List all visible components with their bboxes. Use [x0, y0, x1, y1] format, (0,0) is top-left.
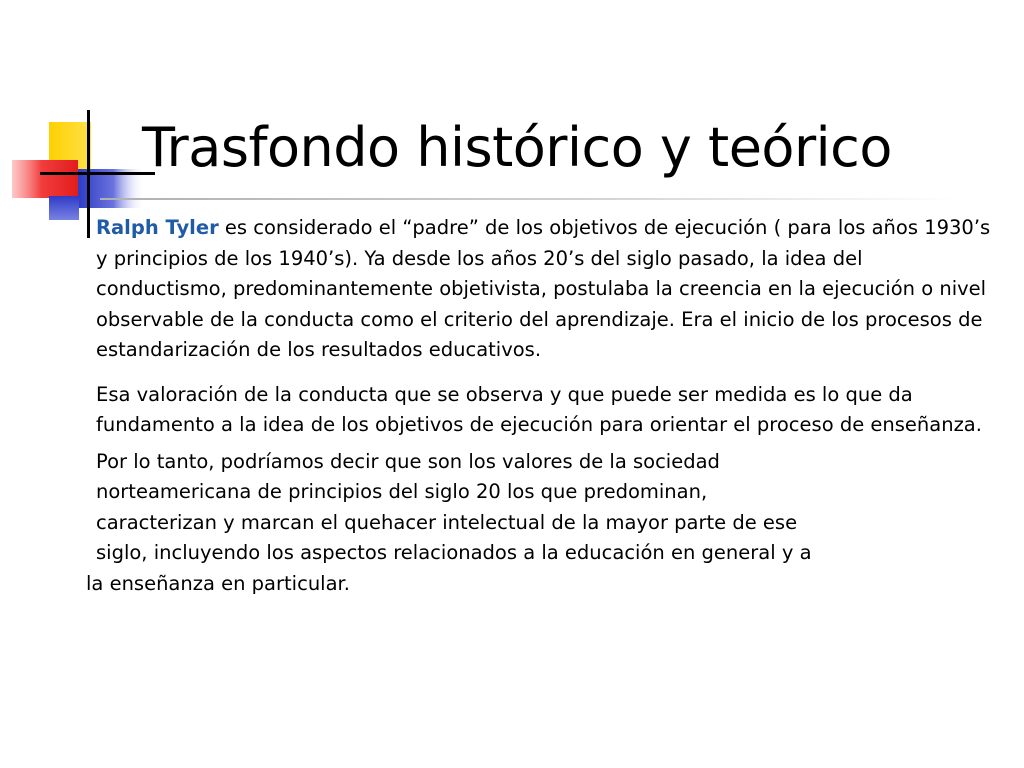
deco-horizontal-line	[40, 172, 155, 175]
slide-title: Trasfondo histórico y teórico	[142, 116, 892, 179]
slide-corner-decoration	[0, 0, 160, 240]
paragraph-por-lo-tanto	[86, 447, 996, 600]
paragraph-tyler	[96, 213, 996, 366]
title-underline	[100, 198, 960, 200]
paragraph-line: caracterizan y marcan el quehacer intelectual de la mayor parte de ese	[96, 510, 798, 534]
paragraph-line: la enseñanza en particular.	[86, 571, 350, 595]
paragraph-line: Por lo tanto, podríamos decir que son los valores de la sociedad	[96, 449, 720, 473]
highlight-ralph-tyler: Ralph Tyler	[96, 216, 219, 239]
paragraph-valoracion: Esa valoración de la conducta que se observa y que puede ser medida es lo que da fundamento a la idea de los objetivos de ejecución para orientar el proceso de enseñanza.	[96, 382, 982, 436]
paragraph-line: norteamericana de principios del siglo 20 los que predominan,	[96, 480, 708, 503]
paragraph-line: siglo, incluyendo los aspectos relacionados a la educación en general y a	[96, 541, 812, 564]
deco-blue-square	[49, 196, 79, 220]
deco-red-square	[12, 160, 78, 198]
paragraph-tyler-text: es considerado el “padre” de los objetivos de ejecución ( para los años 1930’s y principios de los 1940’s). Ya desde los años 20’s del siglo pasado, la idea del conductismo, predominantemente objetivista, postulaba la creencia en la ejecución o nivel observable de la conducta como el criterio del aprendizaje. Era el inicio de los procesos de estandarización de los resultados educativos.	[96, 216, 991, 361]
slide-body	[86, 213, 996, 599]
